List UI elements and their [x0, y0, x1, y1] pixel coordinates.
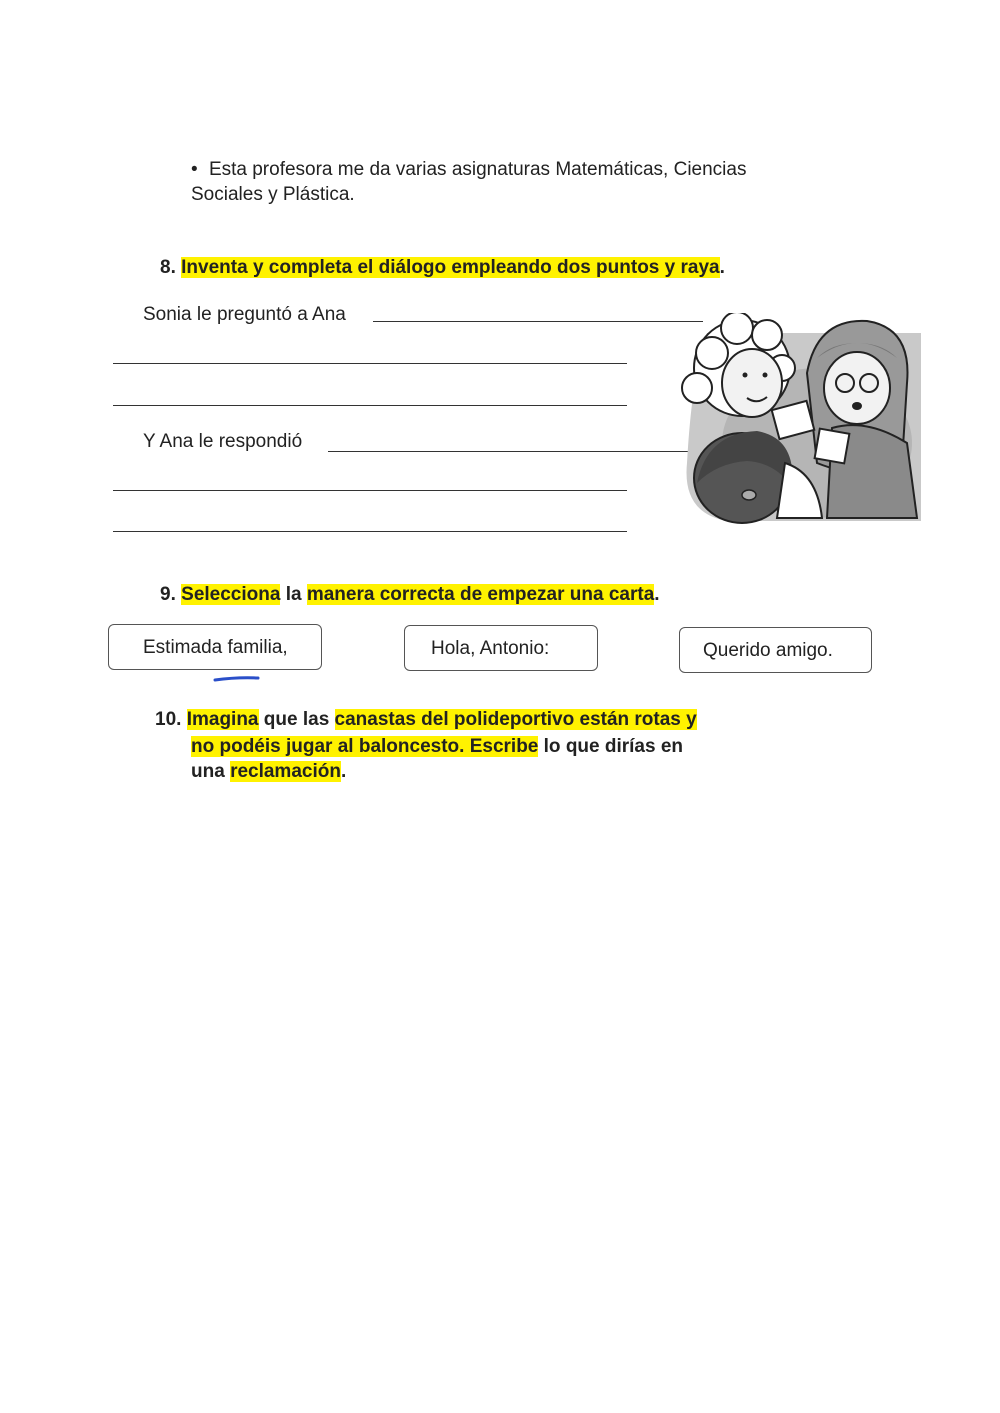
- question-8-end: .: [719, 257, 725, 278]
- question-10-l1a: Imagina: [186, 709, 259, 730]
- question-9-seg4: .: [654, 584, 660, 605]
- question-8-title: [160, 255, 725, 280]
- children-looking-at-photos-illustration: [667, 313, 925, 525]
- question-9-seg2: la: [280, 584, 307, 605]
- question-10-line3: [191, 759, 346, 784]
- bullet-text-line1: Esta profesora me da varias asignaturas Matemáticas, Ciencias: [208, 159, 747, 180]
- question-9-seg1: Selecciona: [181, 584, 281, 605]
- dialog-prompt-2: Y Ana le respondió: [143, 431, 303, 452]
- option-label: Querido amigo.: [703, 639, 833, 661]
- option-label: Estimada familia,: [143, 636, 288, 658]
- question-10-l3a: una: [191, 761, 231, 782]
- question-8-instruction: Inventa y completa el diálogo empleando dos puntos y raya: [181, 257, 720, 278]
- question-10-l2a: no podéis jugar al baloncesto. Escribe: [191, 736, 539, 757]
- question-10-line1: [155, 707, 697, 732]
- question-9-seg3: manera correcta de empezar una carta: [306, 584, 655, 605]
- answer-line[interactable]: [113, 405, 627, 406]
- question-9-title: [160, 582, 660, 607]
- bullet-marker: •: [191, 159, 198, 180]
- dialog-prompt-1: Sonia le preguntó a Ana: [143, 304, 346, 325]
- question-8-number: 8.: [160, 257, 176, 278]
- question-10-number: 10.: [155, 709, 182, 730]
- bullet-item: [191, 157, 746, 182]
- bullet-text-line2: Sociales y Plástica.: [191, 184, 355, 205]
- answer-line[interactable]: [113, 363, 627, 364]
- question-10-l3b: reclamación: [230, 761, 341, 782]
- answer-line[interactable]: [328, 451, 700, 452]
- option-box[interactable]: [679, 627, 872, 673]
- answer-line[interactable]: [113, 531, 627, 532]
- answer-line[interactable]: [113, 490, 627, 491]
- option-box[interactable]: [108, 624, 322, 670]
- pen-mark-icon: [212, 674, 262, 684]
- question-9-number: 9.: [160, 584, 176, 605]
- question-10-l1c: canastas del polideportivo están rotas y: [334, 709, 697, 730]
- question-10-line2: [191, 734, 683, 759]
- question-10-l1b: que las: [258, 709, 335, 730]
- option-label: Hola, Antonio:: [431, 637, 550, 659]
- option-box[interactable]: [404, 625, 598, 671]
- question-10-l2b: lo que dirías en: [538, 736, 684, 757]
- answer-line[interactable]: [373, 321, 703, 322]
- question-10-l3c: .: [340, 761, 347, 782]
